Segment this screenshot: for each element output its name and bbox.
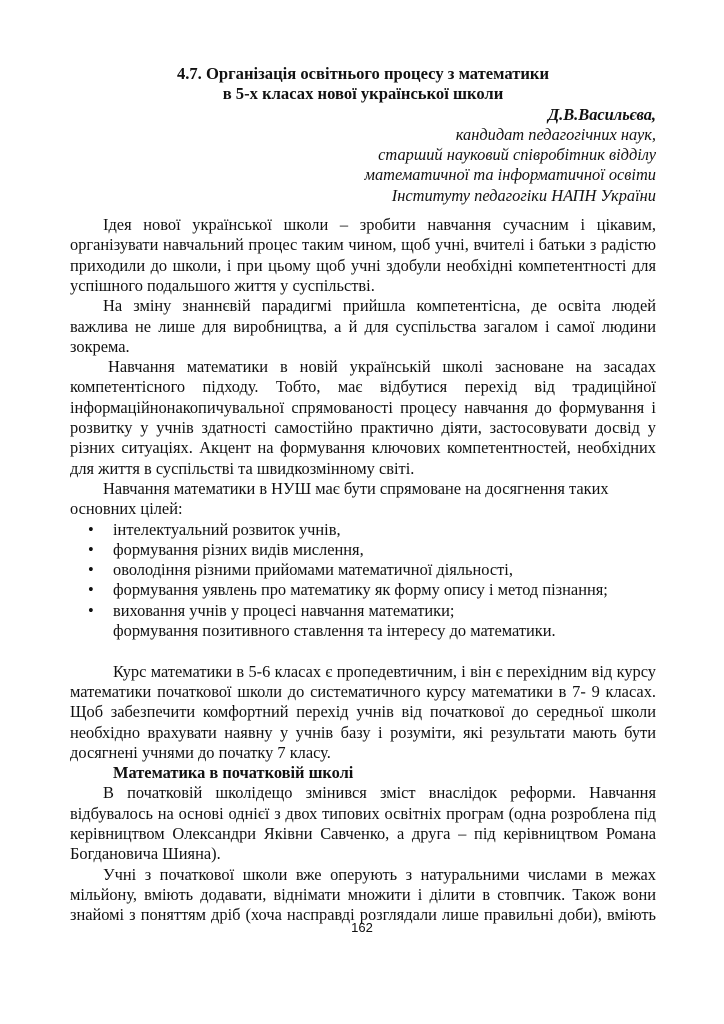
paragraph-line: для життя в суспільстві та швидкозмінному світі. xyxy=(70,458,415,478)
author-affiliation-line: кандидат педагогічних наук, xyxy=(455,124,656,144)
spacer xyxy=(70,641,656,661)
bullet-icon: • xyxy=(88,539,94,559)
paragraph-line: математики початкової школи до систематичного курсу математики в 7- 9 класах. xyxy=(70,681,656,701)
author-affiliation-line: математичної та інформатичної освіти xyxy=(364,165,656,185)
paragraph-line: організувати навчальний процес таким чином, щоб учні, вчителі і батьки з радістю xyxy=(70,235,656,255)
paragraph-line: відбувалось на основі однієї з двох типових освітніх програм (одна розроблена під xyxy=(70,803,656,823)
paragraph-line: необхідно врахувати наявну у учнів базу і розуміти, які результати мають бути xyxy=(70,722,656,742)
paragraph-line: Учні з початкової школи вже оперують з натуральними числами в межах xyxy=(103,864,656,884)
paragraph-line: мільйону, вміють додавати, віднімати множити і ділити в стовпчик. Також вони xyxy=(70,884,656,904)
paragraph-line: інформаційнонакопичувальної спрямованості процесу навчання до формування і xyxy=(70,397,656,417)
document-page xyxy=(70,64,656,925)
paragraph-line: розвитку у учнів здатності самостійно практично діяти, застосовувати досвід у xyxy=(70,418,656,438)
author-affiliation-line: Інституту педагогіки НАПН України xyxy=(391,185,656,205)
paragraph-line: Навчання математики в НУШ має бути спрямоване на досягнення таких xyxy=(103,478,609,498)
author-name: Д.В.Васильєва, xyxy=(547,104,656,124)
paragraph-line: досягнені учнями до початку 7 класу. xyxy=(70,742,331,762)
paragraph-line: Ідея нової української школи – зробити навчання сучасним і цікавим, xyxy=(103,215,656,235)
paragraph-line: Курс математики в 5-6 класах є пропедевтичним, і він є перехідним від курсу xyxy=(113,661,656,681)
section-title-line: в 5-х класах нової української школи xyxy=(222,84,504,104)
bullet-icon: • xyxy=(88,600,94,620)
bullet-item xyxy=(70,580,656,600)
bullet-icon: • xyxy=(88,519,94,539)
subsection-heading: Математика в початковій школі xyxy=(113,763,354,783)
paragraph-line: керівництвом Олександри Яківни Савченко, а друга – під керівництвом Романа xyxy=(70,823,656,843)
author-affiliation-line: старший науковий співробітник відділу xyxy=(378,145,656,165)
spacer xyxy=(70,206,656,215)
paragraph-line: приходили до школи, і при цьому щоб учні здобули необхідні компетентності для xyxy=(70,255,656,275)
bullet-text: виховання учнів у процесі навчання математики; xyxy=(113,600,455,620)
bullet-item xyxy=(70,520,656,540)
bullet-text: оволодіння різними прийомами математичної діяльності, xyxy=(113,560,513,580)
paragraph-line: В початковій школідещо змінився зміст внаслідок реформи. Навчання xyxy=(103,783,656,803)
bullet-text: формування різних видів мислення, xyxy=(113,539,364,559)
bullet-icon: • xyxy=(88,580,94,600)
bullet-text: формування уявлень про математику як форму опису і метод пізнання; xyxy=(113,580,608,600)
bullet-icon: • xyxy=(88,560,94,580)
paragraph-line: успішного подальшого життя у суспільстві. xyxy=(70,275,375,295)
bullet-item xyxy=(70,560,656,580)
bullet-item xyxy=(70,540,656,560)
paragraph-line: компетентісного підходу. Тобто, має відбутися перехід від традиційної xyxy=(70,377,656,397)
paragraph-line: зокрема. xyxy=(70,336,130,356)
section-title-line: 4.7. Організація освітнього процесу з математики xyxy=(176,64,550,83)
paragraph-line: різних ситуаціях. Акцент на формування ключових компетентностей, необхідних xyxy=(70,438,656,458)
page-number: 162 xyxy=(351,920,373,935)
paragraph-line: На зміну знаннєвій парадигмі прийшла компетентісна, де освіта людей xyxy=(103,296,656,316)
paragraph-line: знайомі з поняттям дріб (хоча насправді розглядали лише правильні доби), вміють xyxy=(70,905,656,925)
bullet-text: інтелектуальний розвиток учнів, xyxy=(113,519,341,539)
paragraph-line: Богдановича Шияна). xyxy=(70,844,221,864)
paragraph-line: Щоб забезпечити комфортний перехід учнів від початкової до середньої школи xyxy=(70,702,656,722)
paragraph-line: Навчання математики в новій українській школі засноване на засадах xyxy=(108,357,656,377)
paragraph-line: основних цілей: xyxy=(70,499,183,519)
bullet-continuation: формування позитивного ставлення та інтересу до математики. xyxy=(113,621,556,641)
bullet-item xyxy=(70,601,656,621)
paragraph-line: важлива не лише для виробництва, а й для суспільства загалом і самої людини xyxy=(70,316,656,336)
